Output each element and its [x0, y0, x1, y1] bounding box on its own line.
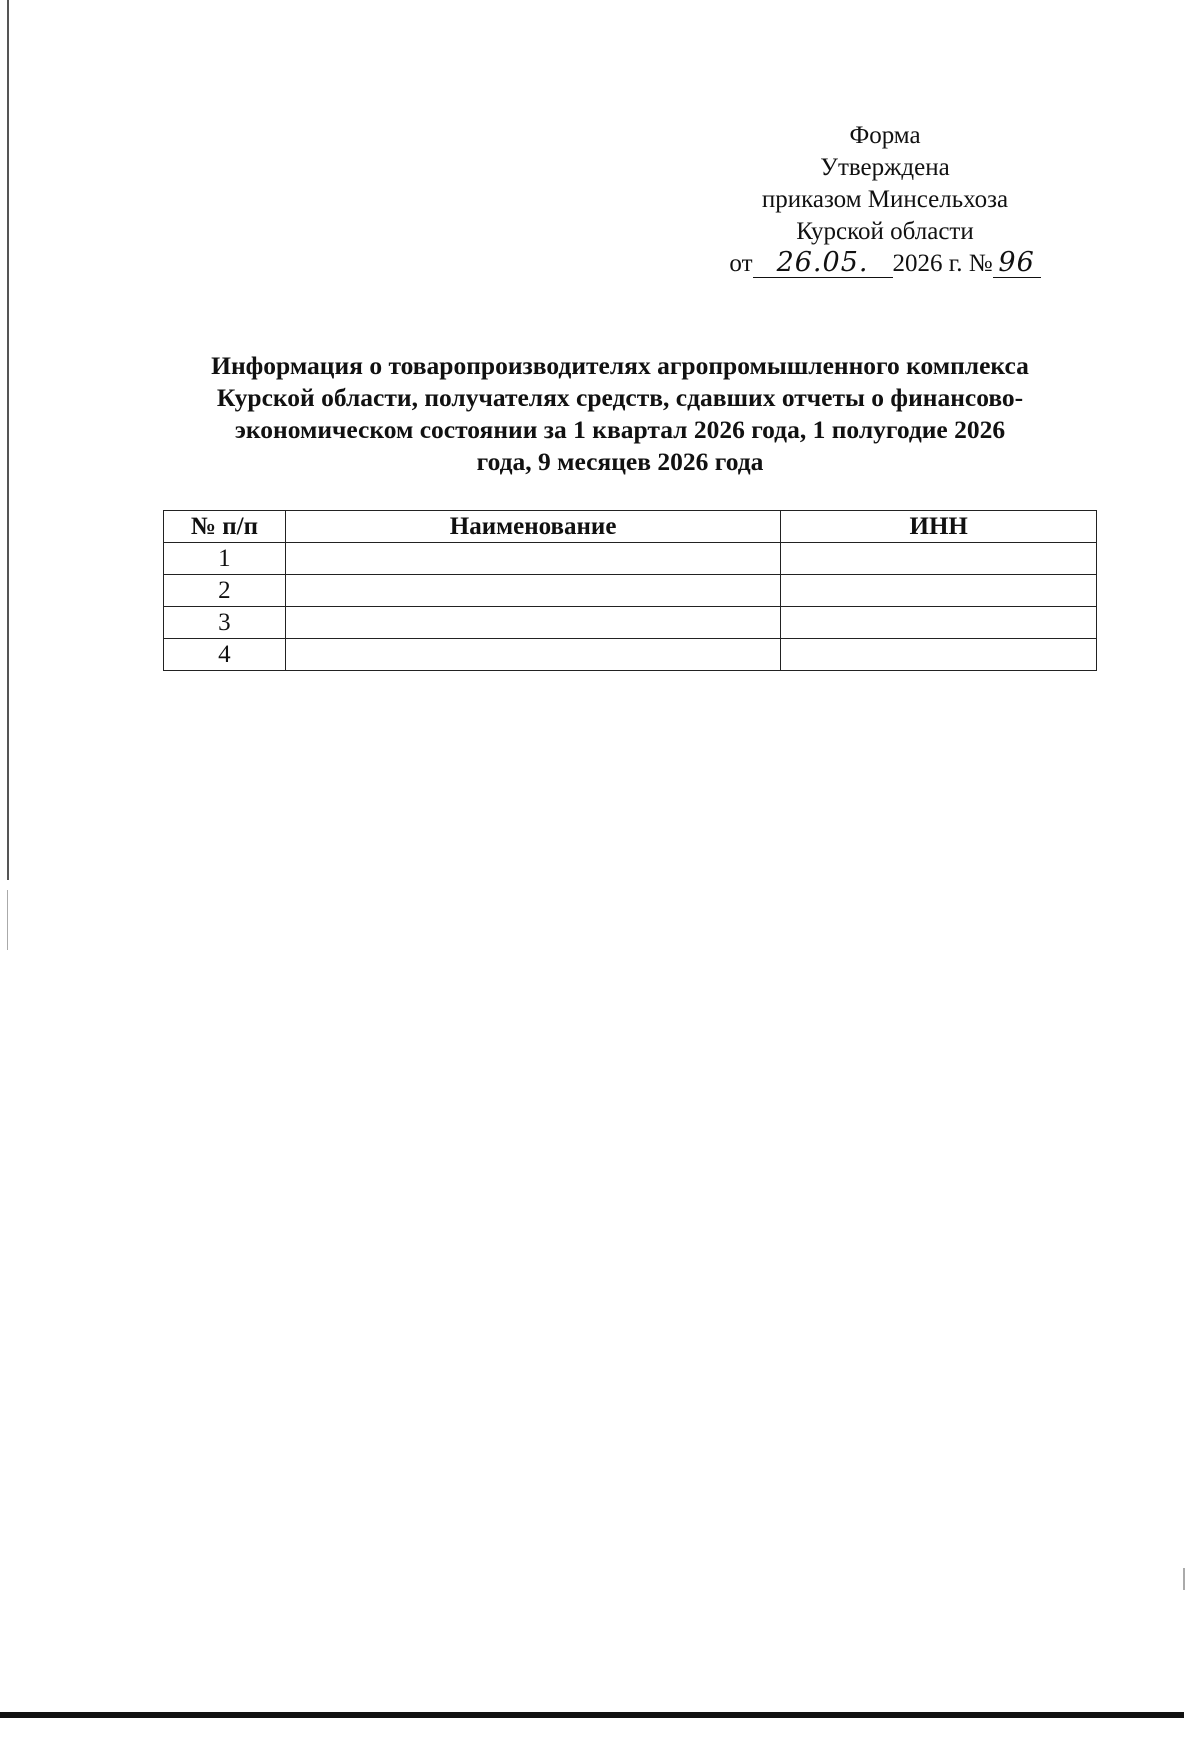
scan-bottom-line — [0, 1712, 1184, 1718]
header-name: Наименование — [285, 511, 781, 543]
cell-number: 4 — [164, 639, 286, 671]
cell-name — [285, 639, 781, 671]
header-number: № п/п — [164, 511, 286, 543]
cell-number: 2 — [164, 575, 286, 607]
approval-region-label: Курской области — [796, 218, 974, 245]
cell-number: 1 — [164, 543, 286, 575]
scan-edge-line — [7, 890, 8, 950]
producers-table — [163, 510, 1097, 671]
cell-name — [285, 607, 781, 639]
title-line: Курской области, получателях средств, сдавших отчеты о финансово- — [216, 383, 1024, 412]
approval-order-label: приказом Минсельхоза — [761, 186, 1009, 213]
approval-approved-label: Утверждена — [820, 154, 950, 181]
table-row — [164, 543, 1097, 575]
table-row — [164, 575, 1097, 607]
approval-block — [700, 120, 1070, 280]
cell-inn — [781, 639, 1097, 671]
cell-name — [285, 575, 781, 607]
title-line: Информация о товаропроизводителях агропромышленного комплекса — [211, 351, 1029, 380]
title-line: экономическом состоянии за 1 квартал 2026 года, 1 полугодие 2026 — [234, 415, 1006, 444]
year-number-text: 2026 г. № — [892, 250, 993, 277]
approval-form-label: Форма — [849, 122, 921, 149]
table-row — [164, 607, 1097, 639]
date-prefix: от — [729, 250, 753, 277]
title-line: года, 9 месяцев 2026 года — [476, 447, 764, 476]
scan-edge-line — [7, 0, 9, 880]
cell-inn — [781, 607, 1097, 639]
cell-name — [285, 543, 781, 575]
scan-mark — [1183, 1568, 1185, 1590]
table-row — [164, 639, 1097, 671]
cell-inn — [781, 543, 1097, 575]
table-header-row — [164, 511, 1097, 543]
document-title — [150, 350, 1090, 478]
cell-inn — [781, 575, 1097, 607]
handwritten-date: 26.05. — [753, 249, 893, 278]
header-inn: ИНН — [781, 511, 1097, 543]
approval-date-line — [700, 248, 1070, 280]
cell-number: 3 — [164, 607, 286, 639]
handwritten-order-number: 96 — [993, 249, 1041, 278]
